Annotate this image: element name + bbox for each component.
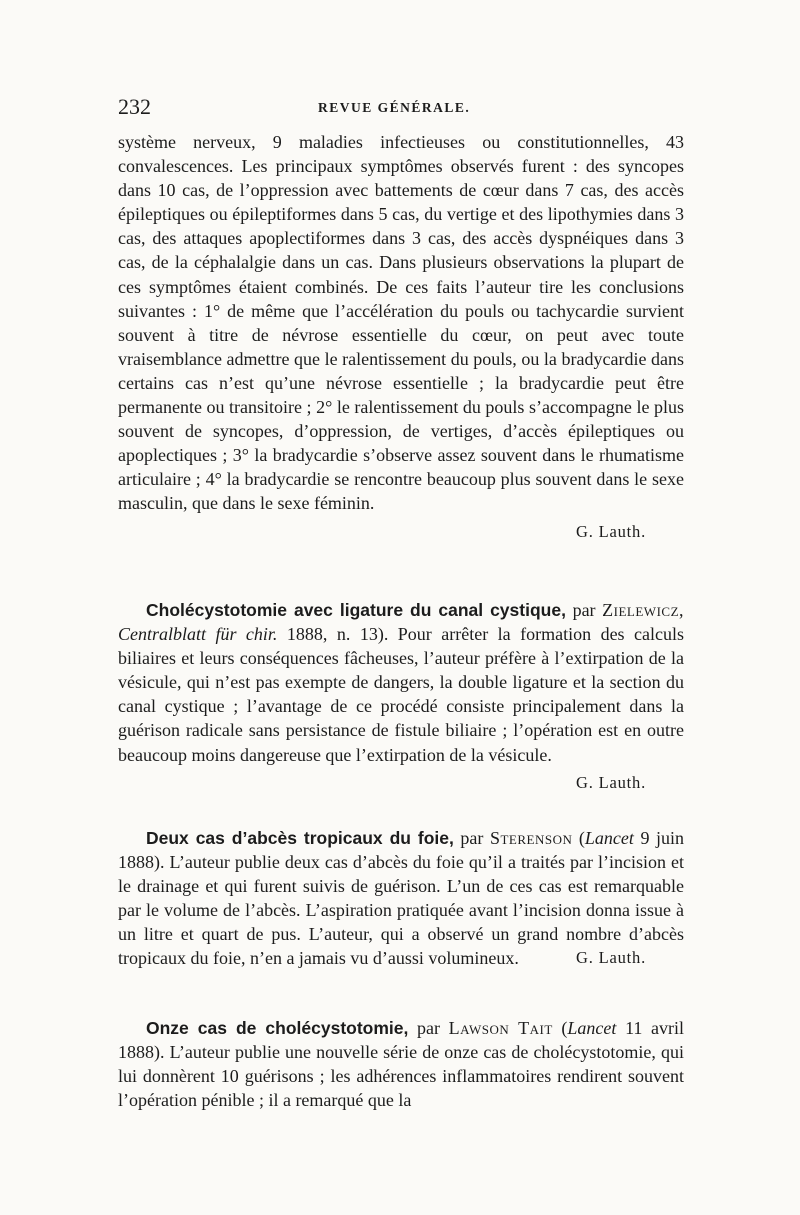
section4-paragraph: Onze cas de cholécystotomie, par Lawson Tait (Lancet 11 avril 1888). L’auteur publie une nouvelle série de onze cas de cholécystotomie, qui lui donnèrent 10 guérisons ; les adhérences inflammatoires rendirent souvent l’opération pénible ; il a remarqué que la (118, 1018, 685, 1111)
section2-signature: G. Lauth. (576, 772, 646, 792)
section3-by: par (460, 828, 484, 848)
section3-journal: Lancet (584, 828, 634, 848)
section3-paragraph: Deux cas d’abcès tropicaux du foie, par Sterenson (Lancet 9 juin 1888). L’auteur publie deux cas d’abcès du foie qu’il a traités par l’incision et le drainage et qui furent suivis de guérison. L’un de ces cas est remarquable par le volume de l’abcès. L’aspiration pratiquée avant l’incision donna issue à un litre et quart de pus. L’auteur, qui a observé un grand nombre d’abcès tropicaux du foie, n’en a jamais vu d’aussi volumineux. G. Lauth. (118, 826, 684, 971)
section4-by: par (417, 1018, 441, 1038)
section1-signature: G. Lauth. (576, 521, 646, 541)
section2-by: par (572, 600, 596, 620)
section2-author: Zielewicz, (602, 600, 685, 620)
section4-journal: Lancet (567, 1018, 617, 1038)
section2-ref: 1888, n. 13). (286, 624, 389, 645)
running-title: REVUE GÉNÉRALE. (318, 100, 471, 115)
section2-paragraph (118, 598, 684, 767)
page-number: 232 (118, 94, 151, 119)
section3-title: Deux cas d’abcès tropicaux du foie, (146, 828, 454, 848)
page-header (118, 94, 684, 124)
section3-signature: G. Lauth. (576, 948, 646, 968)
section-abces-tropicaux (118, 826, 684, 971)
section3-author: Sterenson (489, 828, 573, 848)
section-cholecystotomie-ligature (118, 598, 684, 795)
section4-body: L’auteur publie une nouvelle série de onze cas de cholécystotomie, qui lui donnèrent 10 guérisons ; les adhérences inflammatoires rendirent souvent l’opération pénible ; il a remarqué que la (118, 1042, 684, 1111)
section2-body: Pour arrêter la formation des calculs biliaires et leurs conséquences fâcheuses, l’auteur préfère à l’extirpation de la vésicule, qui n’est pas exempte de dangers, la double ligature et la section du canal cystique ; l’avantage de ce procédé consiste principalement dans la guérison radicale sans persistance de fistule biliaire ; l’opération est en outre beaucoup moins dangereuse que l’extirpation de la vésicule. (118, 624, 685, 765)
section3-body: L’auteur publie deux cas d’abcès du foie qu’il a traités par l’incision et le drainage et qui furent suivis de guérison. L’un de ces cas est remarquable par le volume de l’abcès. L’aspiration pratiquée avant l’incision donna issue à un litre et quart de pus. L’auteur, qui a observé un grand nombre d’abcès tropicaux du foie, n’en a jamais vu d’aussi volumineux. (118, 852, 684, 969)
section3-ref: 9 juin 1888). (118, 828, 685, 873)
section-onze-cas (118, 1016, 684, 1112)
section2-journal: Centralblatt für chir. (118, 624, 278, 645)
section1-body: système nerveux, 9 maladies infectieuses ou constitutionnelles, 43 convalescences. Les principaux symptômes observés furent : des syncopes dans 10 cas, de l’oppression avec battements de cœur dans 7 cas, des accès épileptiques ou épileptiformes dans 5 cas, du vertige et des lipothymies dans 3 cas, des attaques apoplectiformes dans 3 cas, des accès dyspnéiques dans 3 cas, de la céphalalgie dans un cas. Dans plusieurs observations la plupart de ces symptômes étaient combinés. De ces faits l’auteur tire les conclusions suivantes : 1° de même que l’accélération du pouls ou tachycardie survient souvent à titre de névrose essentielle du cœur, on peut avec toute vraisemblance admettre que le ralentissement du pouls, ou la bradycardie dans certains cas n’est qu’une névrose essentielle ; la bradycardie peut être permanente ou transitoire ; 2° le ralentissement du pouls s’accompagne le plus souvent de syncopes, d’oppression, de vertiges, d’accès épileptiques ou apoplectiques ; 3° la bradycardie s’observe assez souvent dans le rhumatisme articulaire ; 4° la bradycardie se rencontre beaucoup plus souvent dans le sexe masculin, que dans le sexe féminin. (118, 132, 684, 514)
section-bradycardia-continued (118, 130, 684, 544)
section4-ref: 11 avril 1888). (118, 1018, 685, 1063)
section2-title: Cholécystotomie avec ligature du canal cystique, (146, 600, 566, 620)
section4-title: Onze cas de cholécystotomie, (146, 1018, 409, 1038)
section4-author: Lawson Tait (448, 1018, 553, 1038)
